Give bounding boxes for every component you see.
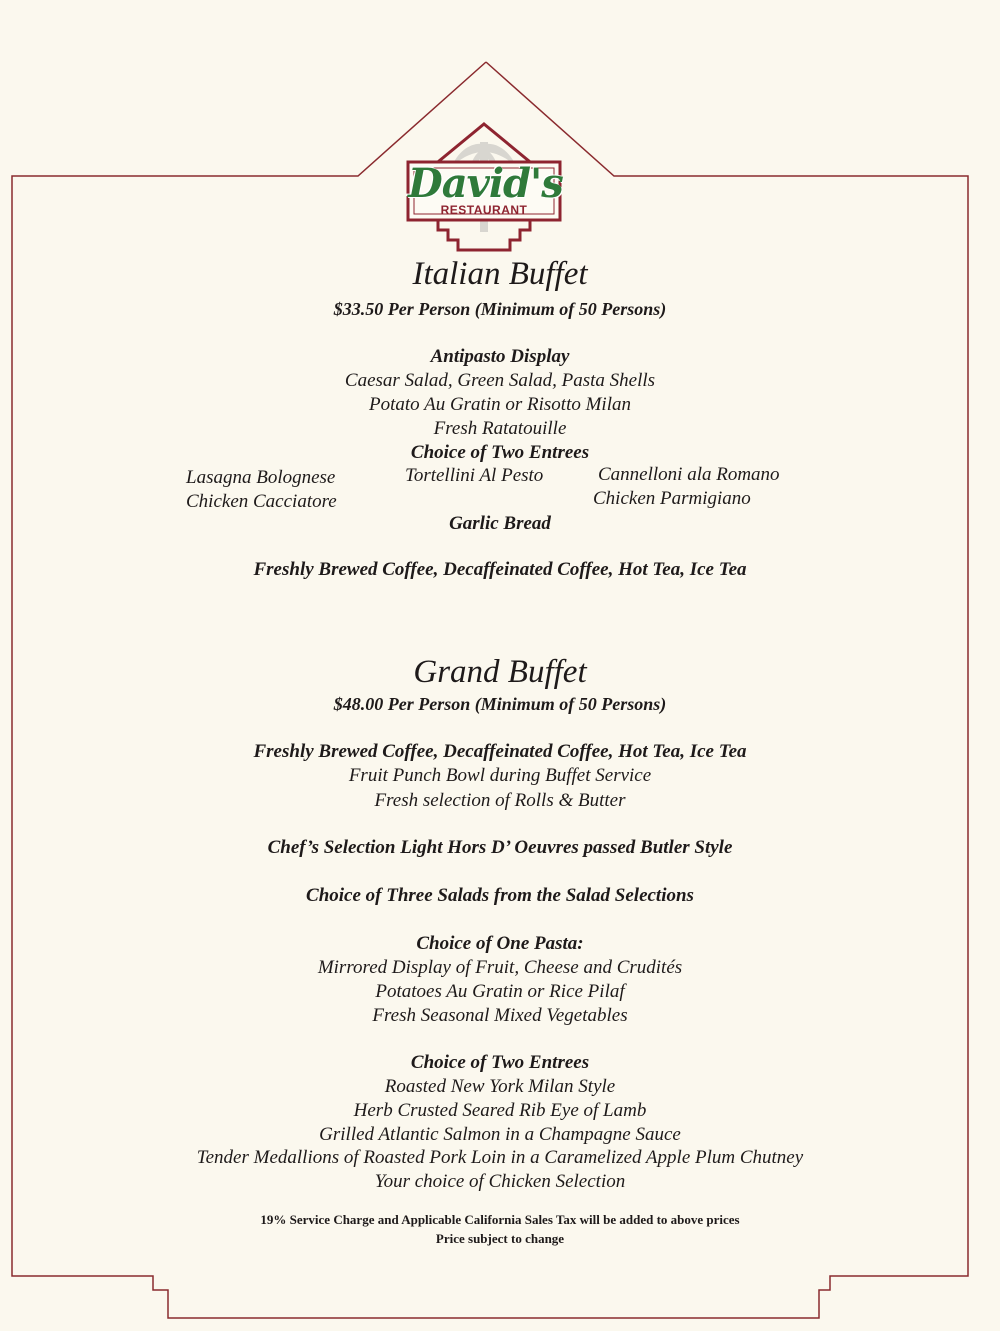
italian-beverages: Freshly Brewed Coffee, Decaffeinated Coffee, Hot Tea, Ice Tea xyxy=(253,559,747,580)
italian-entrees-heading: Choice of Two Entrees xyxy=(410,442,590,463)
italian-buffet-price: $33.50 Per Person (Minimum of 50 Persons) xyxy=(333,299,667,319)
entree-option: Cannelloni ala Romano xyxy=(598,464,780,485)
grand-entree-item: Grilled Atlantic Salmon in a Champagne Sauce xyxy=(319,1124,681,1145)
antipasto-item: Potato Au Gratin or Risotto Milan xyxy=(369,394,631,415)
entree-option: Chicken Cacciatore xyxy=(186,491,337,512)
brand-name: David's xyxy=(408,160,563,207)
grand-entree-item: Herb Crusted Seared Rib Eye of Lamb xyxy=(353,1100,647,1121)
grand-entrees-heading: Choice of Two Entrees xyxy=(410,1052,590,1073)
entree-option: Chicken Parmigiano xyxy=(593,488,751,509)
antipasto-item: Caesar Salad, Green Salad, Pasta Shells xyxy=(344,370,656,391)
salad-selection: Choice of Three Salads from the Salad Selections xyxy=(306,885,694,906)
grand-entree-item: Your choice of Chicken Selection xyxy=(374,1171,626,1192)
service-charge-note: 19% Service Charge and Applicable California Sales Tax will be added to above prices xyxy=(260,1212,740,1227)
garlic-bread: Garlic Bread xyxy=(449,513,551,534)
hors-doeuvres: Chef’s Selection Light Hors D’ Oeuvres passed Butler Style xyxy=(267,837,733,858)
italian-buffet-title: Italian Buffet xyxy=(412,256,588,292)
price-change-note: Price subject to change xyxy=(435,1231,565,1246)
brand-subtitle: RESTAURANT xyxy=(440,203,528,217)
grand-entree-item: Tender Medallions of Roasted Pork Loin in a Caramelized Apple Plum Chutney xyxy=(196,1147,804,1168)
entree-option: Lasagna Bolognese xyxy=(186,467,336,488)
grand-beverages: Freshly Brewed Coffee, Decaffeinated Coffee, Hot Tea, Ice Tea xyxy=(253,741,747,762)
pasta-item: Fresh Seasonal Mixed Vegetables xyxy=(372,1005,628,1026)
antipasto-heading: Antipasto Display xyxy=(430,346,570,367)
grand-buffet-title: Grand Buffet xyxy=(413,654,587,690)
entree-option: Tortellini Al Pesto xyxy=(405,465,544,486)
antipasto-item: Fresh Ratatouille xyxy=(433,418,567,439)
pasta-heading: Choice of One Pasta: xyxy=(416,933,584,954)
pasta-item: Mirrored Display of Fruit, Cheese and Crudités xyxy=(317,957,683,978)
grand-entree-item: Roasted New York Milan Style xyxy=(384,1076,616,1097)
beverage-item: Fruit Punch Bowl during Buffet Service xyxy=(348,765,652,786)
grand-buffet-price: $48.00 Per Person (Minimum of 50 Persons) xyxy=(333,694,667,714)
beverage-item: Fresh selection of Rolls & Butter xyxy=(374,790,626,811)
pasta-item: Potatoes Au Gratin or Rice Pilaf xyxy=(375,981,625,1002)
